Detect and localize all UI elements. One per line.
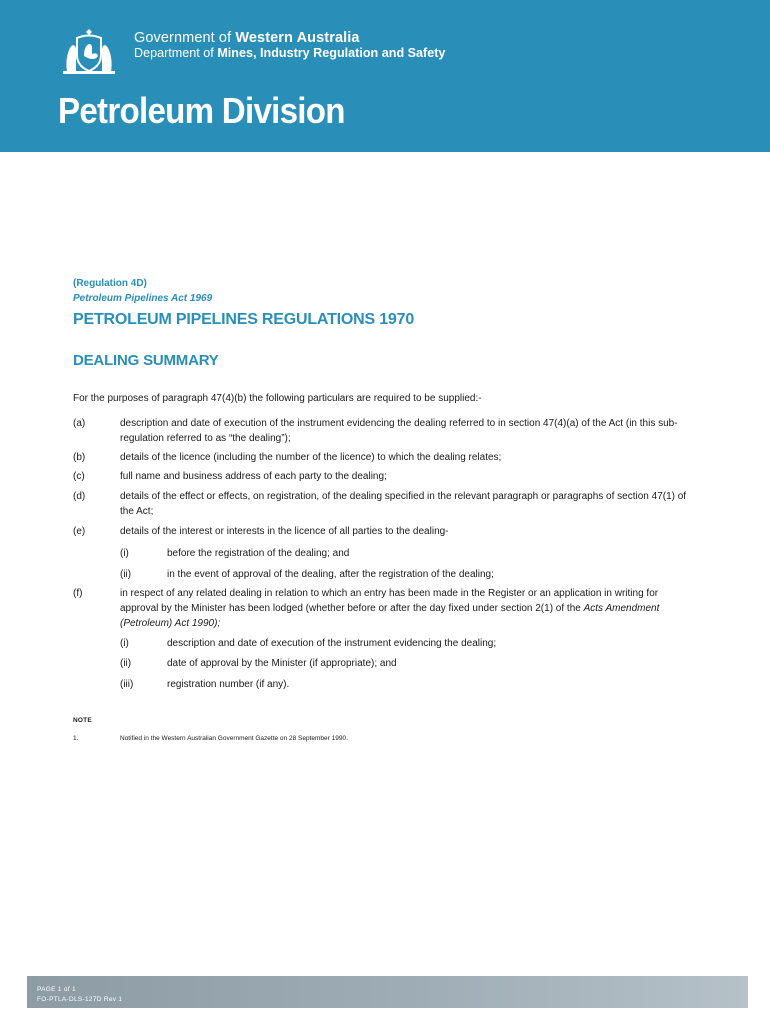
note-text: Notified in the Western Australian Government Gazette on 28 September 1990. bbox=[120, 735, 348, 742]
government-name: Government of Western Australia bbox=[134, 30, 360, 46]
form-code: FO-PTLA-DLS-127D Rev 1 bbox=[37, 996, 123, 1003]
italic-act-name: Acts Amendment (Petroleum) Act 1990); bbox=[120, 603, 660, 629]
sub-item-label: (ii) bbox=[120, 569, 132, 580]
item-label: (c) bbox=[73, 471, 85, 482]
item-label: (f) bbox=[73, 588, 83, 599]
item-text: in respect of any related dealing in relation to which an entry has been made in the Register or an application in writing for approval by the Minister has been lodged (whether before or after the day fixed under section 2(1) of the Acts Amendment (Petroleum) Act 1990); bbox=[120, 588, 660, 629]
item-text: details of the effect or effects, on registration, of the dealing specified in the relevant paragraph or paragraphs of section 47(1) of the Act; bbox=[120, 491, 687, 517]
item-label: (b) bbox=[73, 452, 86, 463]
act-reference: Petroleum Pipelines Act 1969 bbox=[73, 293, 213, 304]
item-text: description and date of execution of the instrument evidencing the dealing referred to in section 47(4)(a) of the Act (in this sub-regulation referred to as “the dealing”); bbox=[120, 418, 678, 444]
wa-coat-of-arms-icon bbox=[58, 26, 120, 76]
document-title: DEALING SUMMARY bbox=[73, 352, 219, 369]
note-heading: NOTE bbox=[73, 717, 92, 724]
regulation-reference: (Regulation 4D) bbox=[73, 278, 147, 289]
header-banner bbox=[0, 0, 770, 152]
sub-item-text: in the event of approval of the dealing, after the registration of the dealing; bbox=[167, 569, 494, 580]
sub-item-label: (ii) bbox=[120, 658, 132, 669]
item-text: full name and business address of each party to the dealing; bbox=[120, 471, 387, 482]
sub-item-text: registration number (if any). bbox=[167, 679, 290, 690]
sub-item-label: (iii) bbox=[120, 679, 134, 690]
item-label: (e) bbox=[73, 526, 86, 537]
sub-item-label: (i) bbox=[120, 548, 129, 559]
note-number: 1. bbox=[73, 735, 79, 742]
sub-item-label: (i) bbox=[120, 638, 129, 649]
page-number: PAGE 1 of 1 bbox=[37, 986, 76, 993]
regulations-title: PETROLEUM PIPELINES REGULATIONS 1970 bbox=[73, 311, 415, 328]
sub-item-text: date of approval by the Minister (if appropriate); and bbox=[167, 658, 397, 669]
intro-text: For the purposes of paragraph 47(4)(b) the following particulars are required to be supplied:- bbox=[73, 393, 482, 404]
sub-item-text: before the registration of the dealing; and bbox=[167, 548, 350, 559]
item-text: details of the licence (including the number of the licence) to which the dealing relates; bbox=[120, 452, 502, 463]
footer-bar bbox=[27, 976, 748, 1008]
item-label: (d) bbox=[73, 491, 86, 502]
department-name: Department of Mines, Industry Regulation and Safety bbox=[134, 46, 446, 60]
sub-item-text: description and date of execution of the instrument evidencing the dealing; bbox=[167, 638, 497, 649]
division-title: Petroleum Division bbox=[58, 90, 345, 131]
item-text: details of the interest or interests in the licence of all parties to the dealing- bbox=[120, 526, 449, 537]
item-label: (a) bbox=[73, 418, 86, 429]
